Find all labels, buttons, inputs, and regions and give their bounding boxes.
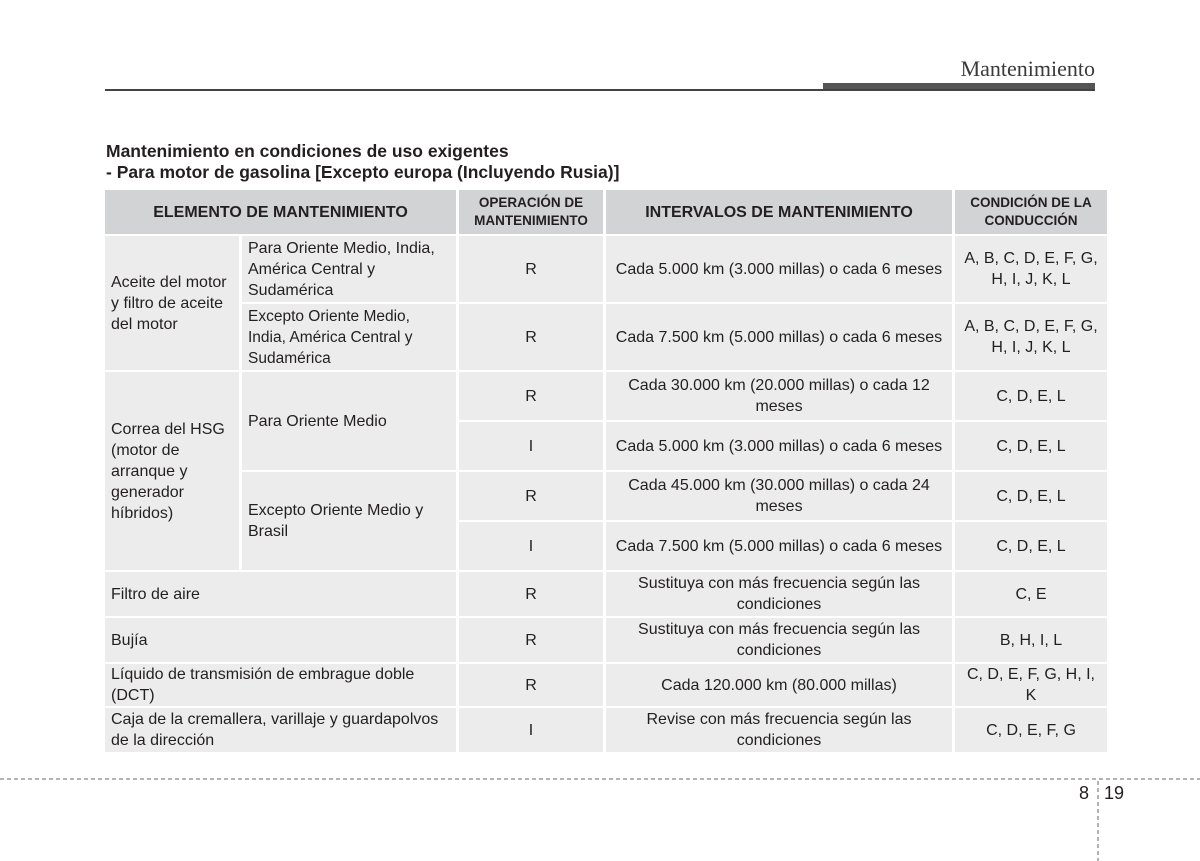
interval-cell: Cada 30.000 km (20.000 millas) o cada 12 meses — [606, 372, 952, 420]
table-row — [105, 236, 1107, 302]
condition-cell: C, D, E, L — [955, 372, 1107, 420]
operation-cell: R — [459, 618, 603, 662]
item-cell: Bujía — [105, 618, 456, 662]
condition-cell: B, H, I, L — [955, 618, 1107, 662]
region-cell: Para Oriente Medio, India, América Central y Sudamérica — [242, 236, 456, 302]
table-title: Mantenimiento en condiciones de uso exigentes — [106, 141, 509, 161]
interval-cell: Revise con más frecuencia según las condiciones — [606, 708, 952, 752]
operation-cell: R — [459, 372, 603, 420]
interval-cell: Cada 7.500 km (5.000 millas) o cada 6 meses — [606, 522, 952, 570]
table-row — [105, 472, 1107, 520]
table-row — [105, 372, 1107, 420]
condition-cell: C, D, E, L — [955, 422, 1107, 470]
operation-cell: R — [459, 236, 603, 302]
table-row — [105, 618, 1107, 662]
condition-cell: C, D, E, F, G — [955, 708, 1107, 752]
interval-cell: Cada 5.000 km (3.000 millas) o cada 6 meses — [606, 236, 952, 302]
headings — [106, 141, 619, 183]
condition-cell: A, B, C, D, E, F, G, H, I, J, K, L — [955, 236, 1107, 302]
condition-cell: C, D, E, L — [955, 472, 1107, 520]
table-subtitle: - Para motor de gasolina [Excepto europa (Incluyendo Rusia)] — [106, 162, 620, 182]
header-rule — [105, 89, 1095, 91]
region-cell: Excepto Oriente Medio y Brasil — [242, 472, 456, 570]
item-cell: Filtro de aire — [105, 572, 456, 616]
operation-cell: I — [459, 422, 603, 470]
condition-cell: C, D, E, L — [955, 522, 1107, 570]
interval-cell: Cada 120.000 km (80.000 millas) — [606, 664, 952, 706]
operation-cell: R — [459, 664, 603, 706]
table-row — [105, 572, 1107, 616]
region-cell: Para Oriente Medio — [242, 372, 456, 470]
table-row — [105, 708, 1107, 752]
item-cell: Líquido de transmisión de embrague doble (DCT) — [105, 664, 456, 706]
table-header-row — [105, 190, 1107, 234]
region-cell: Excepto Oriente Medio, India, América Central y Sudamérica — [242, 304, 456, 370]
condition-cell: C, D, E, F, G, H, I, K — [955, 664, 1107, 706]
operation-cell: R — [459, 304, 603, 370]
item-cell: Correa del HSG (motor de arranque y generador híbridos) — [105, 372, 239, 570]
interval-cell: Cada 7.500 km (5.000 millas) o cada 6 meses — [606, 304, 952, 370]
interval-cell: Sustituya con más frecuencia según las condiciones — [606, 618, 952, 662]
interval-cell: Cada 45.000 km (30.000 millas) o cada 24 meses — [606, 472, 952, 520]
item-cell: Caja de la cremallera, varillaje y guardapolvos de la dirección — [105, 708, 456, 752]
item-cell: Aceite del motor y filtro de aceite del motor — [105, 236, 239, 370]
header-intervals: INTERVALOS DE MANTENIMIENTO — [606, 190, 952, 234]
header-condition: CONDICIÓN DE LA CONDUCCIÓN — [955, 190, 1107, 234]
table-row — [105, 304, 1107, 370]
section-title: Mantenimiento — [960, 56, 1095, 81]
interval-cell: Sustituya con más frecuencia según las condiciones — [606, 572, 952, 616]
condition-cell: A, B, C, D, E, F, G, H, I, J, K, L — [955, 304, 1107, 370]
table-row — [105, 664, 1107, 706]
operation-cell: R — [459, 572, 603, 616]
condition-cell: C, E — [955, 572, 1107, 616]
maintenance-table — [102, 188, 1110, 754]
page-number: 19 — [1104, 783, 1125, 803]
chapter-number: 8 — [1079, 783, 1090, 803]
header-operation: OPERACIÓN DE MANTENIMIENTO — [459, 190, 603, 234]
operation-cell: I — [459, 522, 603, 570]
header-element: ELEMENTO DE MANTENIMIENTO — [105, 190, 456, 234]
operation-cell: R — [459, 472, 603, 520]
interval-cell: Cada 5.000 km (3.000 millas) o cada 6 meses — [606, 422, 952, 470]
operation-cell: I — [459, 708, 603, 752]
